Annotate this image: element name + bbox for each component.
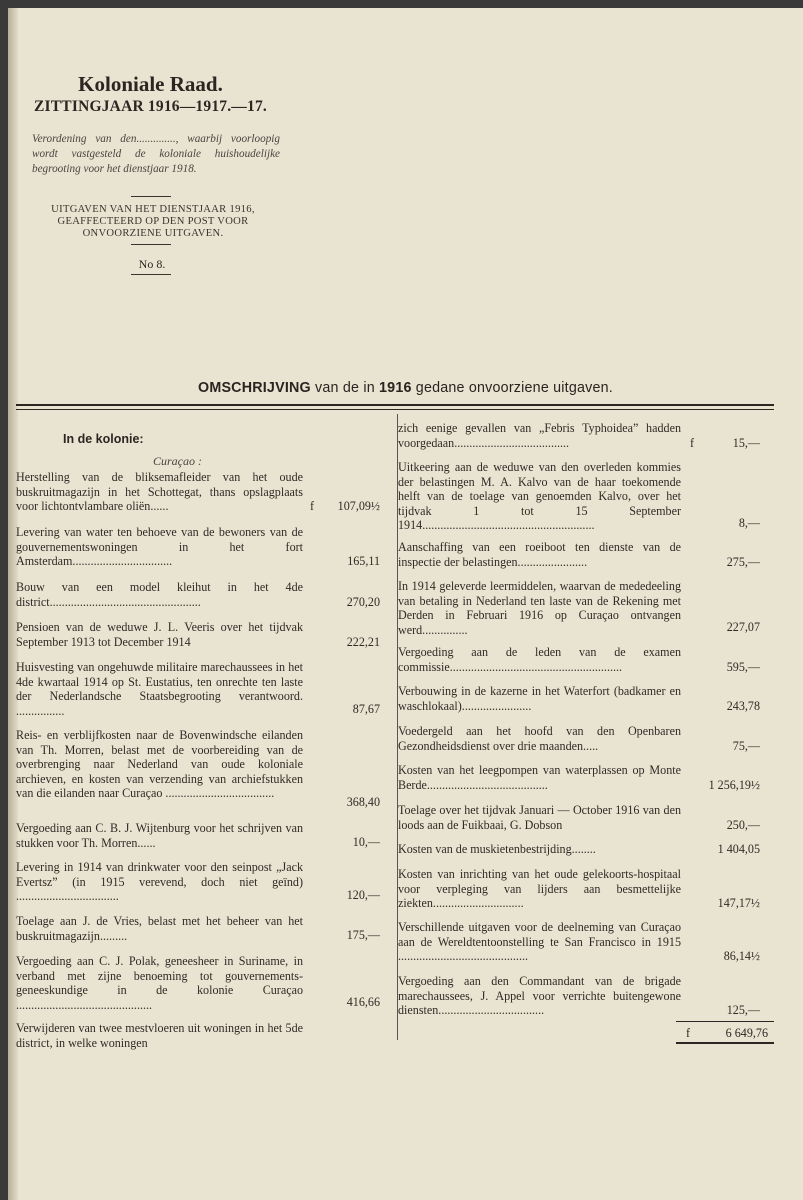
- entry-amount: 227,07: [726, 620, 760, 634]
- entry-text: Verwijderen van twee mestvloeren uit woningen in het 5de district, in welke woningen: [16, 1021, 303, 1050]
- entry-text: Aanschaffing van een roeiboot ten dienste van de inspectie der belastingen.......................: [398, 540, 681, 569]
- divider-short: [131, 196, 171, 197]
- list-item: [16, 525, 303, 569]
- list-item: [398, 842, 681, 857]
- list-item: [398, 460, 681, 533]
- entry-text: Kosten van het leegpompen van waterplassen op Monte Berde........................................: [398, 763, 681, 792]
- list-item: [16, 1021, 303, 1050]
- entry-text: Vergoeding aan C. J. Polak, geneesheer in Suriname, in verband met zijne benoeming tot gouvernements-geneeskundige in de kolonie Curaçao .............................................: [16, 954, 303, 1012]
- list-item: [16, 580, 303, 609]
- entry-text: Toelage over het tijdvak Januari — October 1916 van den loods aan de Fuikbaai, G. Dobson: [398, 803, 681, 832]
- currency-symbol: f: [310, 499, 315, 513]
- entry-text: Vergoeding aan den Commandant van de brigade marechaussees, J. Appel voor verrichte buitengewone diensten...................................: [398, 974, 681, 1017]
- entry-amount: 275,—: [726, 555, 760, 569]
- list-item: [16, 954, 303, 1012]
- entry-text: Bouw van een model kleihut in het 4de district..................................................: [16, 580, 303, 609]
- entry-text: Vergoeding aan C. B. J. Wijtenburg voor het schrijven van stukken voor Th. Morren......: [16, 821, 303, 850]
- total-rule: [676, 1021, 774, 1022]
- list-item: [398, 974, 681, 1018]
- currency-symbol: f: [690, 436, 695, 450]
- entry-amount: 86,14½: [723, 949, 760, 963]
- entry-text: Voedergeld aan het hoofd van den Openbaren Gezondheidsdienst over drie maanden.....: [398, 724, 681, 753]
- list-item: [16, 620, 303, 649]
- entry-text: Herstelling van de bliksemafleider van het oude buskruitmagazijn in het Schottegat, thans opslagplaats voor lichtontvlambare oliën......: [16, 470, 303, 513]
- entry-amount: 416,66: [346, 995, 380, 1009]
- expenses-line-2: GEAFFECTEERD OP DEN POST VOOR: [57, 216, 249, 227]
- document-page: [8, 8, 803, 1200]
- entry-amount: 147,17½: [717, 896, 760, 910]
- entry-text: Kosten van de muskietenbestrijding........: [398, 842, 596, 856]
- entry-text: Pensioen van de weduwe J. L. Veeris over het tijdvak September 1913 tot December 1914: [16, 620, 303, 649]
- entry-amount: 10,—: [352, 835, 380, 849]
- heading-bold: OMSCHRIJVING: [198, 380, 311, 396]
- decree-text: Verordening van den.............., waarbij voorloopig wordt vastgesteld de koloniale huishoudelijke begrooting voor het dienstjaar 1918.: [32, 133, 280, 175]
- list-item: [16, 914, 303, 943]
- list-item: [398, 803, 681, 832]
- entry-amount: 368,40: [346, 795, 380, 809]
- entry-amount: 1 404,05: [717, 842, 760, 856]
- heading-tail: gedane onvoorziene uitgaven.: [411, 380, 613, 396]
- list-item: [398, 684, 681, 713]
- entry-amount: 8,—: [738, 516, 760, 530]
- entry-amount: 270,20: [346, 595, 380, 609]
- heading-rest: van de in: [310, 380, 380, 396]
- list-item: [16, 470, 303, 514]
- list-item: [16, 728, 303, 801]
- expenses-caption: [22, 204, 284, 240]
- entry-amount: 107,09½: [337, 499, 380, 513]
- list-item: [398, 867, 681, 911]
- entry-text: In 1914 geleverde leermiddelen, waarvan de mededeeling van betaling in Nederland ten laste van de Rekening met Derden in Februari 1916 op Curaçao ontvangen werd...............: [398, 579, 681, 637]
- left-column-subheading: Curaçao :: [153, 454, 202, 468]
- session-year: ZITTINGJAAR 1916—1917.—17.: [34, 98, 267, 115]
- entry-amount: 75,—: [732, 739, 760, 753]
- entry-amount: 243,78: [726, 699, 760, 713]
- entry-amount: 1 256,19½: [708, 778, 760, 792]
- entry-amount: 175,—: [346, 928, 380, 942]
- entry-amount: 250,—: [726, 818, 760, 832]
- expenses-line-3: ONVOORZIENE UITGAVEN.: [82, 228, 224, 239]
- expenses-line-1: UITGAVEN VAN HET DIENSTJAAR 1916,: [51, 204, 255, 215]
- entry-text: Verbouwing in de kazerne in het Waterfort (badkamer en waschlokaal).......................: [398, 684, 681, 713]
- list-item: [16, 660, 303, 718]
- entry-amount: 595,—: [726, 660, 760, 674]
- entry-text: zich eenige gevallen van „Febris Typhoidea” hadden voorgedaan......................................: [398, 421, 681, 450]
- document-title: Koloniale Raad.: [78, 72, 223, 96]
- left-column-heading: In de kolonie:: [63, 432, 144, 446]
- double-rule-top: [16, 404, 774, 406]
- entry-text: Huisvesting van ongehuwde militaire marechaussees in het 4de kwartaal 1914 op St. Eustatius, ten onrechte ten laste der Nederlandsche Staatsbegrooting verantwoord. ................: [16, 660, 303, 718]
- entry-text: Levering in 1914 van drinkwater voor den seinpost „Jack Evertsz” (in 1915 verevend, doch niet geïnd) ..................................: [16, 860, 303, 903]
- list-item: [398, 421, 681, 450]
- entry-text: Kosten van inrichting van het oude gelekoorts-hospitaal voor verpleging van lijders aan besmettelijke ziekten..............................: [398, 867, 681, 910]
- entry-text: Verschillende uitgaven voor de deelneming van Curaçao aan de Wereldtentoonstelling te San Francisco in 1915 ...........................................: [398, 920, 681, 963]
- list-item: [16, 821, 303, 850]
- entry-amount: 120,—: [346, 888, 380, 902]
- divider-short-2: [131, 244, 171, 245]
- document-number: No 8.: [138, 257, 166, 271]
- list-item: [398, 763, 681, 792]
- entry-amount: 165,11: [347, 554, 380, 568]
- entry-text: Toelage aan J. de Vries, belast met het beheer van het buskruitmagazijn.........: [16, 914, 303, 943]
- list-item: [398, 540, 681, 569]
- double-rule-bottom: [16, 409, 774, 410]
- divider-short-3: [131, 274, 171, 275]
- total-amount: 6 649,76: [725, 1026, 768, 1040]
- list-item: [16, 860, 303, 904]
- entry-amount: 222,21: [346, 635, 380, 649]
- entry-text: Reis- en verblijfkosten naar de Bovenwindsche eilanden van Th. Morren, belast met de voorbereiding van de overbrenging naar Nederland van oude koloniale archieven, en kosten van verzending van archiefstukken van die eilanden naar Curaçao ....................................: [16, 728, 303, 800]
- total-double-rule: [676, 1042, 774, 1044]
- list-item: [398, 645, 681, 674]
- entry-amount: 15,—: [732, 436, 760, 450]
- main-heading: [8, 380, 803, 396]
- list-item: [398, 724, 681, 753]
- list-item: [398, 579, 681, 637]
- entry-text: Uitkeering aan de weduwe van den overleden kommies der belastingen M. A. Kalvo van de haar toekomende helft van de toelage van genoemden Kalvo, over het tijdvak 1 tot 15 September 1914.........................................................: [398, 460, 681, 532]
- list-item: [398, 920, 681, 964]
- heading-year: 1916: [379, 380, 412, 396]
- entry-text: Levering van water ten behoeve van de bewoners van de gouvernementswoningen in het fort Amsterdam.................................: [16, 525, 303, 568]
- entry-amount: 87,67: [352, 702, 380, 716]
- entry-text: Vergoeding aan de leden van de examen commissie.........................................................: [398, 645, 681, 674]
- total-currency: f: [686, 1026, 691, 1040]
- entry-amount: 125,—: [726, 1003, 760, 1017]
